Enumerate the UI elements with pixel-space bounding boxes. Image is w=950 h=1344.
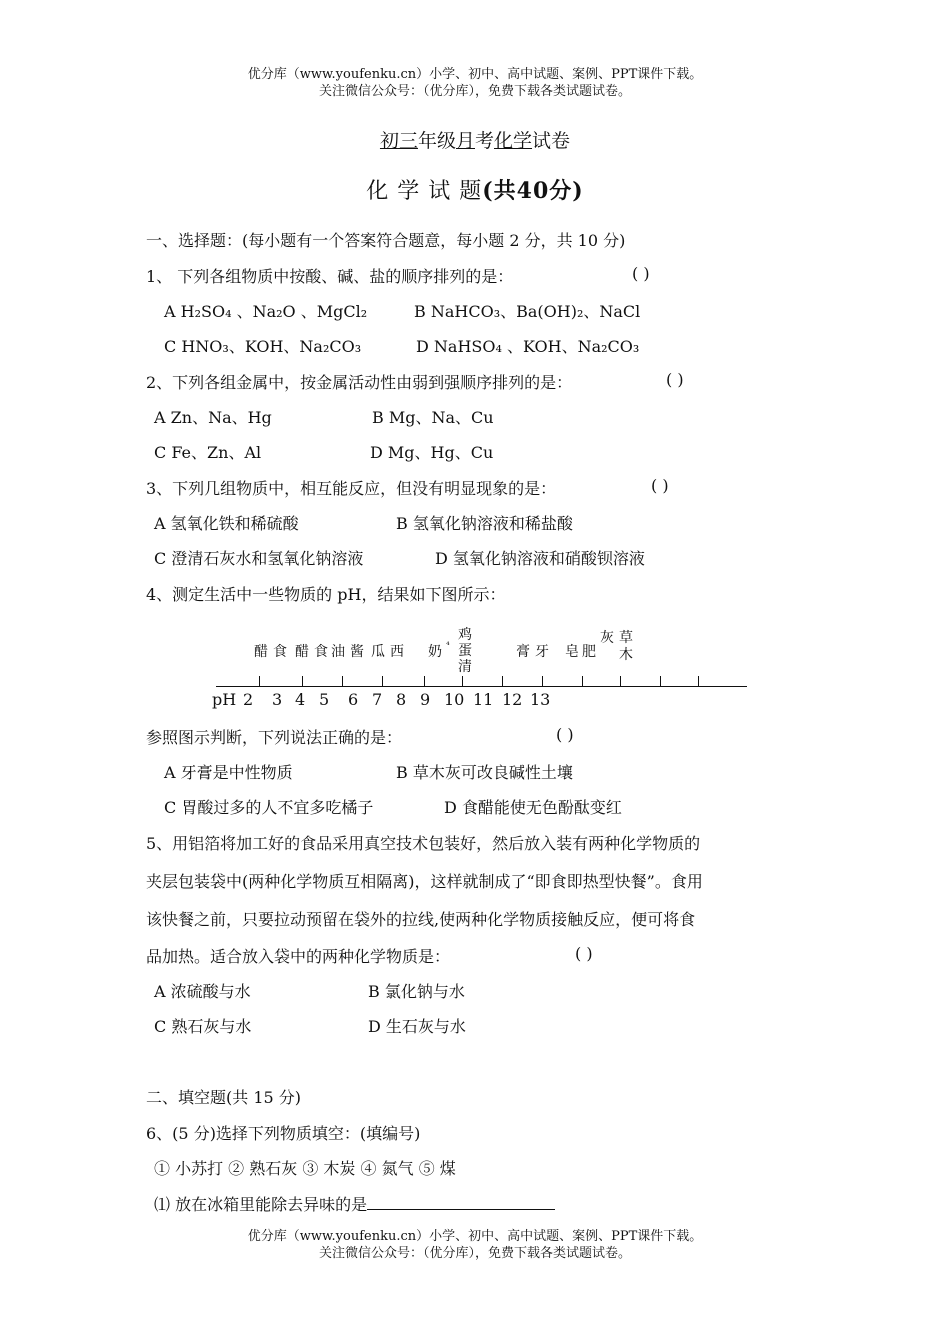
q6-stem: 6、(5 分)选择下列物质填空：(填编号): [146, 1124, 421, 1143]
q3-stem: 3、下列几组物质中，相互能反应，但没有明显现象的是：: [146, 479, 557, 498]
q2-option-a: A Zn、Na、Hg: [154, 408, 272, 427]
ph-tick: [542, 676, 543, 686]
q5-option-a: A 浓硫酸与水: [154, 982, 251, 1001]
q6-sub-1-answer-blank[interactable]: [367, 1195, 555, 1210]
ph-tick: [698, 676, 699, 686]
ph-tick: [660, 676, 661, 686]
ph-value: 4: [295, 690, 306, 709]
q6-sub-1: [154, 1192, 555, 1215]
q5-option-d: D 生石灰与水: [368, 1017, 466, 1036]
egg-white-char: 鸡: [458, 627, 472, 643]
page-footer: [0, 1228, 950, 1262]
scale-label: ⁴: [446, 641, 450, 651]
q1-option-c: C HNO₃、KOH、Na₂CO₃: [164, 337, 362, 356]
q4-stem: 4、测定生活中一些物质的 pH，结果如下图所示：: [146, 585, 506, 604]
ph-tick: [342, 676, 343, 686]
scale-label: 膏: [516, 644, 530, 660]
q4-judge-stem: 参照图示判断，下列说法正确的是：: [146, 728, 403, 747]
egg-white-char: 蛋: [458, 643, 472, 659]
q3-option-a: A 氢氧化铁和稀硫酸: [154, 514, 299, 533]
scale-label: 瓜: [371, 644, 385, 660]
scale-label: 食: [314, 644, 328, 660]
q3-answer-paren: ( ): [651, 476, 669, 495]
q2-option-d: D Mg、Hg、Cu: [370, 443, 494, 462]
scale-label: 西: [390, 644, 404, 660]
ph-value: 9: [420, 690, 431, 709]
title-part-a: 初三: [379, 130, 418, 152]
q4-answer-paren: ( ): [556, 725, 574, 744]
ash-char: 草: [619, 630, 633, 646]
ph-tick: [582, 676, 583, 686]
q2-option-b: B Mg、Na、Cu: [372, 408, 494, 427]
q1-option-d: D NaHSO₄ 、KOH、Na₂CO₃: [416, 337, 640, 356]
scale-label: 皂: [565, 644, 579, 660]
ph-value: 7: [372, 690, 383, 709]
q6-sub-1-text: ⑴ 放在冰箱里能除去异味的是: [154, 1195, 368, 1214]
q5-option-c: C 熟石灰与水: [154, 1017, 252, 1036]
subtitle-part-a: 化 学 试 题: [366, 179, 483, 204]
title-part-e: 化学: [494, 130, 533, 152]
q3-option-d: D 氢氧化钠溶液和硝酸钡溶液: [435, 549, 645, 568]
q5-line-1: 5、用铝箔将加工好的食品采用真空技术包装好，然后放入装有两种化学物质的: [146, 834, 701, 853]
q5-line-2: 夹层包装袋中(两种化学物质互相隔离)，这样就制成了“即食即热型快餐”。食用: [146, 872, 703, 891]
exam-subtitle: [0, 174, 950, 205]
subtitle-part-d: 分): [549, 178, 584, 204]
q5-line-3: 该快餐之前，只要拉动预留在袋外的拉线,使两种化学物质接触反应，便可将食: [146, 910, 696, 929]
q1-option-a: A H₂SO₄ 、Na₂O 、MgCl₂: [164, 302, 368, 321]
q6-choices: ① 小苏打 ② 熟石灰 ③ 木炭 ④ 氮气 ⑤ 煤: [154, 1159, 456, 1178]
q1-stem: 1、 下列各组物质中按酸、碱、盐的顺序排列的是：: [146, 267, 514, 286]
scale-label: 奶: [428, 644, 442, 660]
q5-line-4: 品加热。适合放入袋中的两种化学物质是：: [146, 947, 451, 966]
ph-tick: [259, 676, 260, 686]
ph-value: 8: [396, 690, 407, 709]
ph-tick: [424, 676, 425, 686]
ph-tick: [620, 676, 621, 686]
title-part-f: 试卷: [532, 130, 571, 152]
footer-line-1: 优分库（www.youfenku.cn）小学、初中、高中试题、案例、PPT课件下载。: [247, 1229, 703, 1244]
ph-value: 12: [502, 690, 523, 709]
title-part-c: 月: [455, 130, 475, 152]
q4-option-a: A 牙膏是中性物质: [164, 763, 293, 782]
scale-label: 油: [331, 644, 345, 660]
title-part-d: 考: [475, 130, 495, 152]
ph-tick: [302, 676, 303, 686]
ph-value: 10: [444, 690, 465, 709]
subtitle-part-b: (共: [482, 178, 517, 204]
footer-line-2: 关注微信公众号：（优分库），免费下载各类试题试卷。: [318, 1246, 631, 1261]
section1-heading: 一、选择题：(每小题有一个答案符合题意，每小题 2 分，共 10 分): [146, 231, 626, 250]
egg-white-label: [457, 627, 473, 675]
page-header: [0, 66, 950, 100]
ph-value: 6: [348, 690, 359, 709]
q5-option-b: B 氯化钠与水: [368, 982, 465, 1001]
q1-option-b: B NaHCO₃、Ba(OH)₂、NaCl: [414, 302, 641, 321]
q3-option-b: B 氢氧化钠溶液和稀盐酸: [396, 514, 573, 533]
q4-option-c: C 胃酸过多的人不宜多吃橘子: [164, 798, 374, 817]
ph-tick: [462, 676, 463, 686]
q5-answer-paren: ( ): [575, 944, 593, 963]
q2-answer-paren: ( ): [666, 370, 684, 389]
ph-value: 13: [530, 690, 551, 709]
ph-value: 2: [243, 690, 254, 709]
ash-char: 灰: [600, 630, 614, 646]
ph-tick: [502, 676, 503, 686]
scale-label: 酱: [350, 644, 364, 660]
q4-option-b: B 草木灰可改良碱性土壤: [396, 763, 573, 782]
q1-answer-paren: ( ): [632, 264, 650, 283]
ph-axis-label: pH: [212, 690, 237, 709]
header-line-2: 关注微信公众号：（优分库），免费下载各类试题试卷。: [318, 84, 631, 99]
scale-label: 食: [273, 644, 287, 660]
ph-value: 3: [272, 690, 283, 709]
scale-label: 肥: [582, 644, 596, 660]
title-part-b: 年级: [417, 130, 456, 152]
scale-label: 牙: [535, 644, 549, 660]
egg-white-char: 清: [458, 659, 472, 675]
ph-value: 11: [473, 690, 494, 709]
q2-option-c: C Fe、Zn、Al: [154, 443, 262, 462]
ash-char: 木: [619, 647, 633, 663]
ph-tick: [382, 676, 383, 686]
scale-label: 醋: [295, 644, 309, 660]
subtitle-part-c: 40: [516, 178, 550, 204]
q2-stem: 2、下列各组金属中，按金属活动性由弱到强顺序排列的是：: [146, 373, 573, 392]
ph-value: 5: [319, 690, 330, 709]
scale-label: 醋: [254, 644, 268, 660]
q3-option-c: C 澄清石灰水和氢氧化钠溶液: [154, 549, 364, 568]
exam-title: [0, 126, 950, 153]
q4-option-d: D 食醋能使无色酚酞变红: [444, 798, 622, 817]
ph-axis-line: [216, 686, 747, 687]
header-line-1: 优分库（www.youfenku.cn）小学、初中、高中试题、案例、PPT课件下载。: [247, 67, 703, 82]
section2-heading: 二、填空题(共 15 分): [146, 1088, 302, 1107]
